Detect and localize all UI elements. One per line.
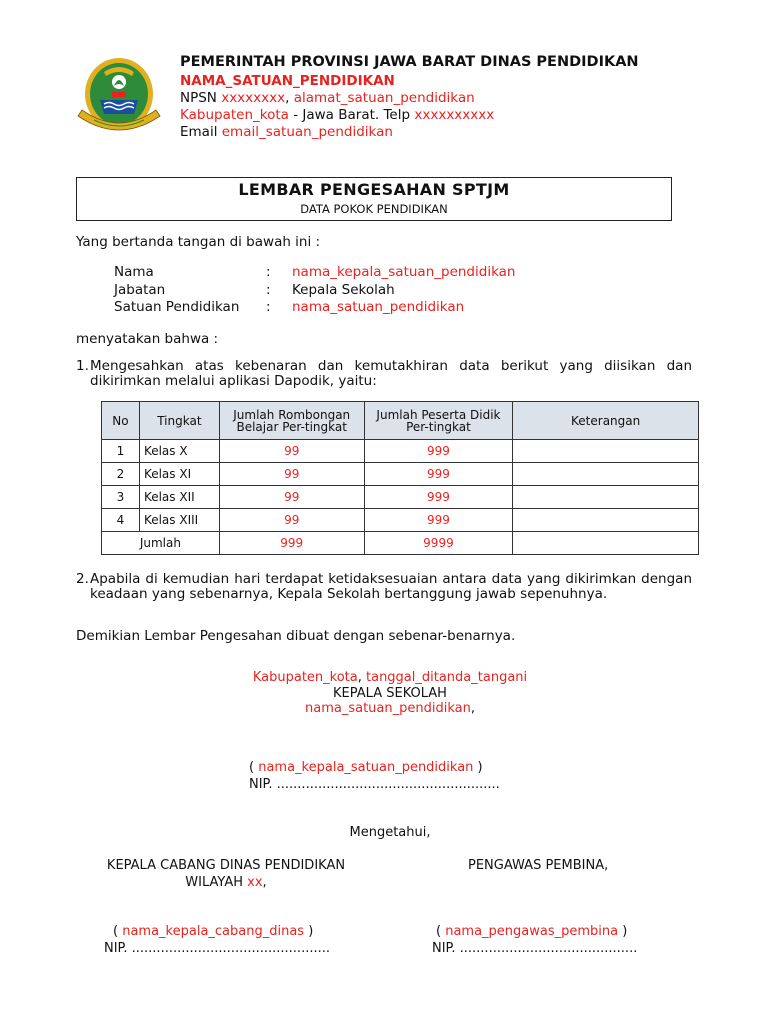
- column-header: Keterangan: [513, 402, 699, 440]
- signature-school-suffix: ,: [470, 701, 475, 716]
- cell-no: 2: [102, 463, 140, 486]
- supervisor-name: nama_pengawas_pembina: [445, 924, 619, 939]
- table-total-row: [102, 532, 699, 555]
- agency-title: PEMERINTAH PROVINSI JAWA BARAT DINAS PENDIDIKAN: [180, 54, 639, 70]
- paren-open: (: [249, 760, 259, 775]
- supervisor-role: PENGAWAS PEMBINA,: [468, 858, 609, 873]
- identity-colon: :: [266, 264, 271, 280]
- table-row: [102, 440, 699, 463]
- cell-student-count: 999: [364, 486, 513, 509]
- table-row: [102, 486, 699, 509]
- letterhead: [180, 54, 700, 141]
- principal-name: nama_kepala_satuan_pendidikan: [258, 760, 474, 775]
- document-subtitle: DATA POKOK PENDIDIKAN: [300, 202, 448, 216]
- table-row: [102, 509, 699, 532]
- branch-head-name: nama_kepala_cabang_dinas: [122, 924, 305, 939]
- supervisor-nip: NIP. ...........................................: [432, 941, 638, 956]
- supervisor-name-line: [436, 924, 627, 939]
- school-address: alamat_satuan_pendidikan: [293, 90, 475, 106]
- phone-number: xxxxxxxxxx: [414, 107, 495, 123]
- signature-comma: ,: [357, 670, 366, 685]
- branch-region-line: [86, 875, 366, 890]
- paren-close: ): [473, 760, 483, 775]
- jawa-barat-emblem-icon: [74, 52, 164, 142]
- city-suffix: - Jawa Barat. Telp: [288, 107, 415, 123]
- total-student-count: 9999: [364, 532, 513, 555]
- email-value: email_satuan_pendidikan: [221, 124, 393, 140]
- city-phone-line: [180, 107, 700, 124]
- identity-label: Nama: [114, 264, 154, 280]
- statement-point-1: [76, 359, 692, 389]
- branch-head-nip: NIP. ................................................: [104, 941, 330, 956]
- column-header: Tingkat: [139, 402, 219, 440]
- cell-no: 4: [102, 509, 140, 532]
- column-header: Jumlah Rombongan Belajar Per-tingkat: [219, 402, 364, 440]
- cell-note: [513, 440, 699, 463]
- paren-close: ): [304, 924, 314, 939]
- total-label: Jumlah: [102, 532, 220, 555]
- column-header: Jumlah Peserta Didik Per-tingkat: [364, 402, 513, 440]
- cell-student-count: 999: [364, 509, 513, 532]
- email-line: [180, 124, 700, 141]
- cell-note: [513, 463, 699, 486]
- paren-open: (: [113, 924, 123, 939]
- cell-no: 3: [102, 486, 140, 509]
- paren-open: (: [436, 924, 446, 939]
- point-text: Mengesahkan atas kebenaran dan kemutakhiran data berikut yang diisikan dan dikirimkan melalui aplikasi Dapodik, yaitu:: [90, 358, 692, 389]
- closing-text: Demikian Lembar Pengesahan dibuat dengan sebenar-benarnya.: [76, 628, 516, 644]
- npsn-label: NPSN: [180, 90, 222, 106]
- branch-head-role: KEPALA CABANG DINAS PENDIDIKAN: [106, 858, 346, 873]
- cell-grade: Kelas XIII: [139, 509, 219, 532]
- cell-grade: Kelas XI: [139, 463, 219, 486]
- cell-student-count: 999: [364, 463, 513, 486]
- data-table: [101, 401, 699, 555]
- paren-close: ): [618, 924, 628, 939]
- cell-note: [513, 486, 699, 509]
- signature-school: nama_satuan_pendidikan: [305, 701, 471, 716]
- signature-school-line: [180, 701, 600, 716]
- point-number: 2.: [76, 571, 89, 587]
- region-prefix: WILAYAH: [185, 875, 248, 890]
- branch-head-name-line: [113, 924, 313, 939]
- principal-name-line: [249, 760, 483, 775]
- statement-point-2: [76, 572, 692, 602]
- identity-label: Jabatan: [114, 282, 166, 298]
- acknowledge-text: Mengetahui,: [349, 825, 431, 840]
- table-header-row: [102, 402, 699, 440]
- identity-colon: :: [266, 282, 271, 298]
- npsn-value: xxxxxxxx: [221, 90, 286, 106]
- point-number: 1.: [76, 358, 89, 374]
- identity-colon: :: [266, 299, 271, 315]
- table-row: [102, 463, 699, 486]
- region-suffix: ,: [262, 875, 267, 890]
- cell-grade: Kelas XII: [139, 486, 219, 509]
- total-class-count: 999: [219, 532, 364, 555]
- intro-text: Yang bertanda tangan di bawah ini :: [76, 234, 321, 250]
- email-label: Email: [180, 124, 222, 140]
- signature-role: KEPALA SEKOLAH: [333, 686, 447, 701]
- document-title-box: [76, 177, 672, 221]
- cell-class-count: 99: [219, 463, 364, 486]
- identity-value: Kepala Sekolah: [292, 282, 395, 298]
- npsn-separator: ,: [285, 90, 294, 106]
- npsn-address-line: [180, 90, 700, 107]
- city-name: Kabupaten_kota: [180, 107, 289, 123]
- region-code: xx: [247, 875, 263, 890]
- column-header: No: [102, 402, 140, 440]
- identity-value: nama_satuan_pendidikan: [292, 299, 465, 315]
- cell-class-count: 99: [219, 440, 364, 463]
- cell-student-count: 999: [364, 440, 513, 463]
- total-note: [513, 532, 699, 555]
- cell-grade: Kelas X: [139, 440, 219, 463]
- identity-label: Satuan Pendidikan: [114, 299, 240, 315]
- point-text: Apabila di kemudian hari terdapat ketidaksesuaian antara data yang dikirimkan dengan keadaan yang sebenarnya, Kepala Sekolah bertanggung jawab sepenuhnya.: [90, 571, 692, 602]
- signature-city: Kabupaten_kota: [252, 670, 358, 685]
- cell-class-count: 99: [219, 486, 364, 509]
- identity-value: nama_kepala_satuan_pendidikan: [292, 264, 516, 280]
- cell-class-count: 99: [219, 509, 364, 532]
- statement-text: menyatakan bahwa :: [76, 331, 219, 347]
- document-title: LEMBAR PENGESAHAN SPTJM: [238, 180, 510, 199]
- signature-date: tanggal_ditanda_tangani: [366, 670, 528, 685]
- cell-no: 1: [102, 440, 140, 463]
- signature-place-date: [180, 670, 600, 685]
- school-name: NAMA_SATUAN_PENDIDIKAN: [180, 73, 395, 89]
- provincial-logo: [74, 52, 164, 142]
- principal-nip: NIP. ......................................................: [249, 777, 500, 792]
- cell-note: [513, 509, 699, 532]
